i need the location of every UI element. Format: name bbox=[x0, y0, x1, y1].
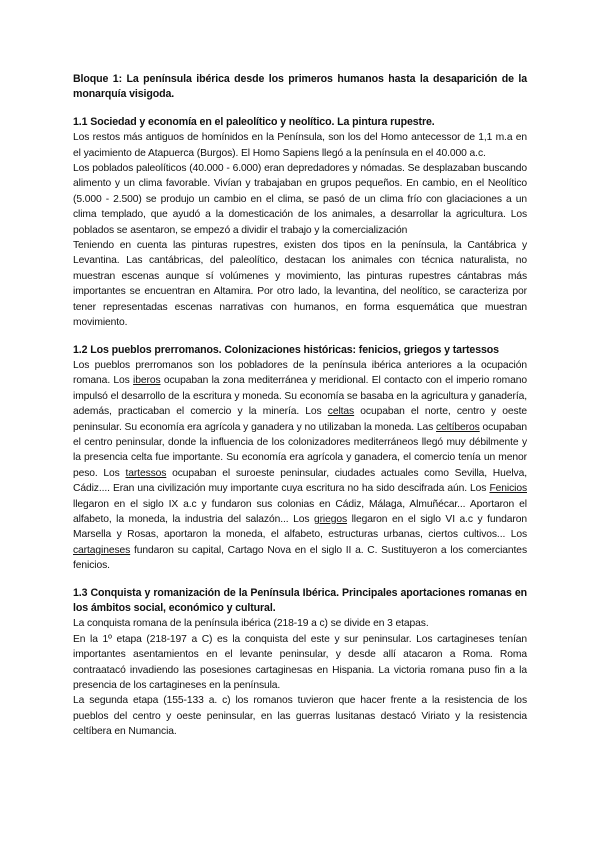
section-3-paragraph-2: En la 1º etapa (218-197 a C) es la conquista del este y sur peninsular. Los cartagineses tenían importantes asentamientos en el levante peninsular, y desde allí atacaron a Roma. Roma contraatacó invadiendo las posesiones cartaginesas en Hispania. La victoria romana puso fin a la presencia de los cartagineses en la península. bbox=[73, 633, 527, 692]
section-1-paragraph-3: Teniendo en cuenta las pinturas rupestres, existen dos tipos en la península, la Cantábrica y Levantina. Las cantábricas, del paleolítico, destacan los animales con técnica naturalista, no muestran escenas aunque sí volúmenes y movimiento, las pinturas rupestres cántabras más importantes se encuentran en Altamira. Por otro lado, la levantina, del neolítico, se caracteriza por tener representadas escenas narrativas con humanos, en forma esquemática que muestran movimiento. bbox=[73, 240, 527, 329]
text-run: ocupaban el suroeste peninsular, ciudades actuales como Sevilla, Huelva, Cádiz.... Eran una civilización muy importante cuya escritura no ha sido descifrada aún. Los bbox=[73, 467, 527, 495]
document-body bbox=[73, 72, 527, 740]
text-run: llegaron en el siglo VI a.c y fundaron Marsella y Rosas, aportaron la moneda, el alfabeto, estructuras urbanas, ciertos cultivos... Los bbox=[73, 513, 527, 541]
underlined-term-tartessos: tartessos bbox=[125, 467, 167, 479]
underlined-term-celtiberos: celtíberos bbox=[436, 421, 480, 433]
section-3-heading: 1.3 Conquista y romanización de la Península Ibérica. Principales aportaciones romanas en los ámbitos social, económico y cultural. bbox=[73, 586, 527, 614]
section-2-heading: 1.2 Los pueblos prerromanos. Colonizaciones históricas: fenicios, griegos y tartessos bbox=[73, 343, 499, 356]
section-1-paragraph-2: Los poblados paleolíticos (40.000 - 6.000) eran depredadores y nómadas. Se desplazaban buscando alimento y un clima favorable. Vivían y trabajaban en grupos pequeños. En cambio, en el Neolítico (5.000 - 2.500) se produjo un cambio en el clima, se pasó de un clima frío con glaciaciones a un clima templado, que ayudó a la domesticación de los animales, a desarrollar la agricultura. Los poblados se asentaron, se empezó a dividir el trabajo y la comercialización bbox=[73, 163, 527, 236]
text-run: fundaron su capital, Cartago Nova en el siglo II a. C. Sustituyeron a los comerciantes fenicios. bbox=[73, 544, 527, 572]
section-1-paragraph-1: Los restos más antiguos de homínidos en la Península, son los del Homo antecessor de 1,1 m.a en el yacimiento de Atapuerca (Burgos). El Homo Sapiens llegó a la península en el 40.000 a.c. bbox=[73, 132, 527, 159]
block-title: Bloque 1: La península ibérica desde los primeros humanos hasta la desaparición de la monarquía visigoda. bbox=[73, 73, 527, 101]
underlined-term-fenicios: Fenicios bbox=[489, 483, 527, 495]
section-spacer bbox=[73, 574, 527, 586]
text-run: ocupaban el norte, centro y oeste peninsular. Su economía era agrícola y ganadera y no utilizaban la moneda. Las bbox=[73, 406, 527, 433]
section-1-heading: 1.1 Sociedad y economía en el paleolítico y neolítico. La pintura rupestre. bbox=[73, 115, 435, 128]
text-run: ocupaban el centro peninsular, donde la influencia de los colonizadores mediterráneos llegó muy débilmente y la presencia celta fue importante. Su economía era agrícola y ganadera, el comercio tenía un menor peso. Los bbox=[73, 421, 527, 479]
underlined-term-iberos: iberos bbox=[133, 375, 161, 387]
section-spacer bbox=[73, 331, 527, 343]
text-run: Los pueblos prerromanos son los pobladores de la península ibérica anteriores a la ocupación romana. Los bbox=[73, 359, 527, 387]
section-3-paragraph-1: La conquista romana de la península ibérica (218-19 a c) se divide en 3 etapas. bbox=[73, 618, 429, 630]
text-run: ocupaban la zona mediterránea y meridional. El contacto con el imperio romano impulsó el desarrollo de la escritura y moneda. Su economía se basaba en la agricultura y ganadería, además, practicaban el comercio y la minería. Los bbox=[73, 375, 527, 418]
section-3-paragraph-3: La segunda etapa (155-133 a. c) los romanos tuvieron que hacer frente a la resistencia de los pueblos del centro y oeste peninsular, en las guerras lusitanas destacó Viriato y la resistencia celtíbera en Numancia. bbox=[73, 695, 527, 738]
underlined-term-cartagineses: cartagineses bbox=[73, 544, 131, 556]
text-run: llegaron en el siglo IX a.c y fundaron sus colonias en Cádiz, Málaga, Almuñécar... Aportaron el alfabeto, la moneda, la industria del salazón... Los bbox=[73, 498, 527, 525]
section-2-paragraph bbox=[73, 358, 527, 574]
underlined-term-celtas: celtas bbox=[327, 406, 355, 418]
underlined-term-griegos: griegos bbox=[313, 513, 348, 525]
